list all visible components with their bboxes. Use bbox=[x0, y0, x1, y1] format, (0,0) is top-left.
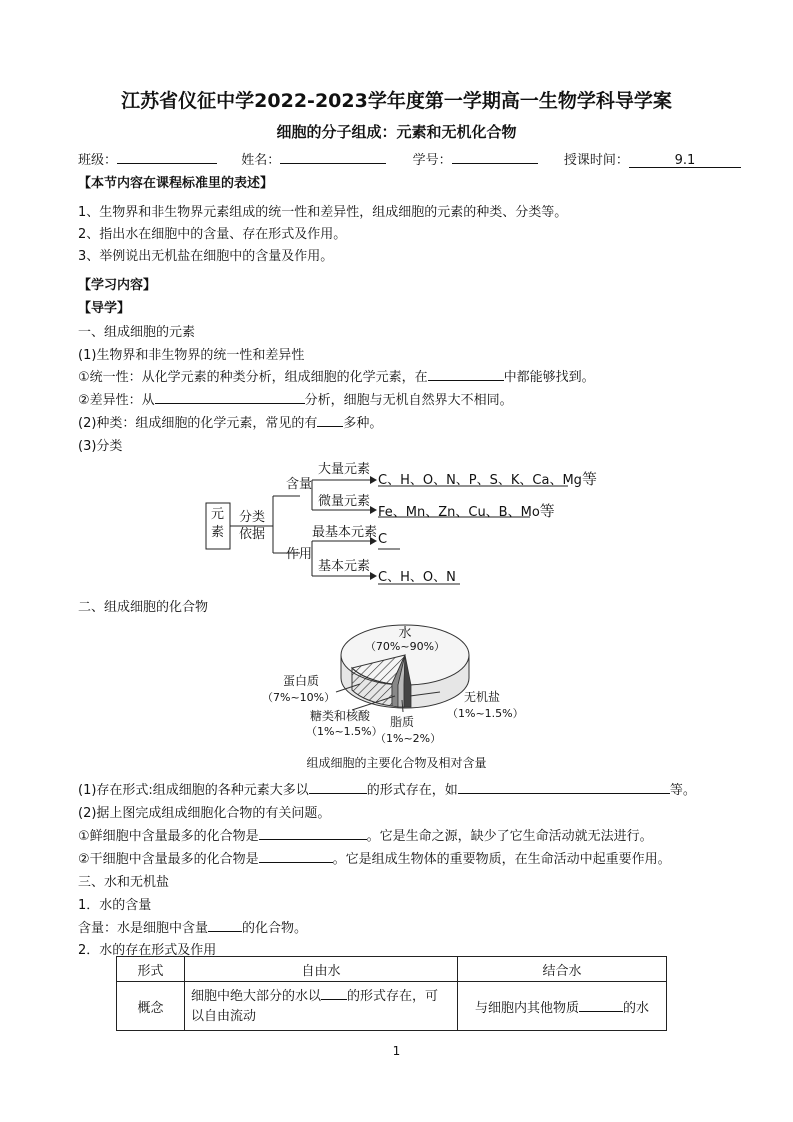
table-header: 自由水 bbox=[185, 957, 458, 982]
text: 的形式存在，可 bbox=[347, 989, 439, 1004]
guide-heading: 【导学】 bbox=[78, 301, 131, 316]
page-number: 1 bbox=[392, 1044, 401, 1058]
diagram-macro: 大量元素 bbox=[318, 462, 371, 477]
section2-p4 bbox=[78, 848, 671, 867]
student-id-label: 学号： bbox=[412, 153, 452, 168]
section1-title: 一、组成细胞的元素 bbox=[78, 325, 196, 340]
answer-blank[interactable] bbox=[458, 779, 670, 794]
standard-item: 1、生物界和非生物界元素组成的统一性和差异性，组成细胞的元素的种类、分类等。 bbox=[78, 205, 568, 220]
diagram-root: 元 素 bbox=[211, 507, 225, 540]
pie-range-lipid: （1%~2%） bbox=[375, 732, 442, 745]
text: Fe、Mn、Zn、Cu、B、Mo bbox=[378, 505, 540, 520]
section1-p5: (3)分类 bbox=[78, 439, 123, 454]
section2-p1 bbox=[78, 779, 696, 798]
diagram-basic-list: C、H、O、N bbox=[378, 570, 456, 585]
pie-range-water: （70%~90%） bbox=[364, 640, 446, 653]
text: (1)存在形式:组成细胞的各种元素大多以 bbox=[78, 783, 309, 798]
pie-label-lipid: 脂质 bbox=[390, 715, 415, 729]
text: 分析，细胞与无机自然界大不相同。 bbox=[304, 393, 513, 408]
text: ②差异性：从 bbox=[78, 393, 155, 408]
diagram-basis: 分类 依据 bbox=[239, 510, 266, 542]
text: 多种。 bbox=[343, 416, 383, 431]
name-label: 姓名： bbox=[241, 153, 281, 168]
diagram-basic: 基本元素 bbox=[318, 559, 371, 574]
table-header: 形式 bbox=[117, 957, 185, 982]
text: 。它是组成生物体的重要物质，在生命活动中起重要作用。 bbox=[332, 852, 671, 867]
pie-label-sugar: 糖类和核酸 bbox=[310, 709, 371, 723]
text: 。它是生命之源，缺少了它生命活动就无法进行。 bbox=[366, 829, 653, 844]
water-form-table bbox=[116, 956, 667, 1031]
table-cell-bound-water bbox=[458, 982, 667, 1031]
section3-s1-text bbox=[78, 917, 307, 936]
text: (2)种类：组成细胞的化学元素，常见的有 bbox=[78, 416, 318, 431]
pie-range-sugar: （1%~1.5%） bbox=[306, 725, 383, 738]
standards-heading: 【本节内容在课程标准里的表述】 bbox=[78, 176, 274, 191]
page-title: 江苏省仪征中学2022-2023学年度第一学期高一生物学科导学案 bbox=[121, 90, 672, 112]
standard-item: 2、指出水在细胞中的含量、存在形式及作用。 bbox=[78, 227, 347, 242]
pie-range-protein: （7%~10%） bbox=[262, 691, 336, 704]
text: 的水 bbox=[623, 1000, 650, 1016]
page-subtitle: 细胞的分子组成：元素和无机化合物 bbox=[276, 123, 517, 141]
diagram-most-basic-list: C bbox=[378, 532, 388, 547]
section3-s1: 1．水的含量 bbox=[78, 898, 152, 913]
text: ①鲜细胞中含量最多的化合物是 bbox=[78, 829, 259, 844]
text: 以自由流动 bbox=[191, 1009, 257, 1024]
answer-blank[interactable] bbox=[259, 825, 367, 840]
section1-p1: (1)生物界和非生物界的统一性和差异性 bbox=[78, 348, 305, 363]
text: ①统一性：从化学元素的种类分析，组成细胞的化学元素，在 bbox=[78, 370, 428, 385]
text: ②干细胞中含量最多的化合物是 bbox=[78, 852, 259, 867]
table-cell-free-water bbox=[185, 982, 458, 1031]
class-label: 班级： bbox=[78, 153, 118, 168]
diagram-function: 作用 bbox=[286, 547, 313, 562]
answer-blank[interactable] bbox=[208, 917, 242, 932]
answer-blank[interactable] bbox=[309, 779, 367, 794]
section2-p2: (2)据上图完成组成细胞化合物的有关问题。 bbox=[78, 806, 331, 821]
table-cell-concept: 概念 bbox=[117, 982, 185, 1031]
pie-range-salt: （1%~1.5%） bbox=[447, 707, 524, 720]
table-row bbox=[117, 982, 667, 1031]
date-label: 授课时间： bbox=[563, 153, 629, 168]
text: 与细胞内其他物质 bbox=[474, 1000, 579, 1016]
text: 的化合物。 bbox=[242, 921, 308, 936]
pie-label-water: 水 bbox=[398, 626, 412, 641]
text: 等。 bbox=[669, 783, 696, 798]
text: 中都能够找到。 bbox=[503, 370, 595, 385]
diagram-content: 含量 bbox=[286, 477, 313, 492]
answer-blank[interactable] bbox=[579, 997, 623, 1012]
section3-title: 三、水和无机盐 bbox=[78, 875, 170, 890]
text: 等 bbox=[539, 502, 555, 520]
pie-label-salt: 无机盐 bbox=[464, 690, 501, 704]
table-header: 结合水 bbox=[458, 957, 667, 982]
standard-item: 3、举例说出无机盐在细胞中的含量及作用。 bbox=[78, 249, 334, 264]
text: C、H、O、N、P、S、K、Ca、Mg bbox=[378, 473, 582, 488]
chart-caption: 组成细胞的主要化合物及相对含量 bbox=[306, 756, 487, 770]
date-value: 9.1 bbox=[629, 153, 741, 168]
text: 等 bbox=[581, 470, 597, 488]
pie-label-protein: 蛋白质 bbox=[283, 674, 320, 688]
text: 细胞中绝大部分的水以 bbox=[191, 989, 322, 1004]
text: 含量：水是细胞中含量 bbox=[78, 921, 209, 936]
answer-blank[interactable] bbox=[259, 848, 333, 863]
content-heading: 【学习内容】 bbox=[78, 278, 157, 293]
section3-s2: 2．水的存在形式及作用 bbox=[78, 943, 217, 958]
diagram-most-basic: 最基本元素 bbox=[312, 525, 378, 540]
section2-p3 bbox=[78, 825, 653, 844]
table-header-row bbox=[117, 957, 667, 982]
diagram-micro: 微量元素 bbox=[318, 494, 371, 509]
text: 的形式存在，如 bbox=[366, 783, 458, 798]
section2-title: 二、组成细胞的化合物 bbox=[78, 600, 209, 615]
answer-blank[interactable] bbox=[321, 985, 347, 1000]
